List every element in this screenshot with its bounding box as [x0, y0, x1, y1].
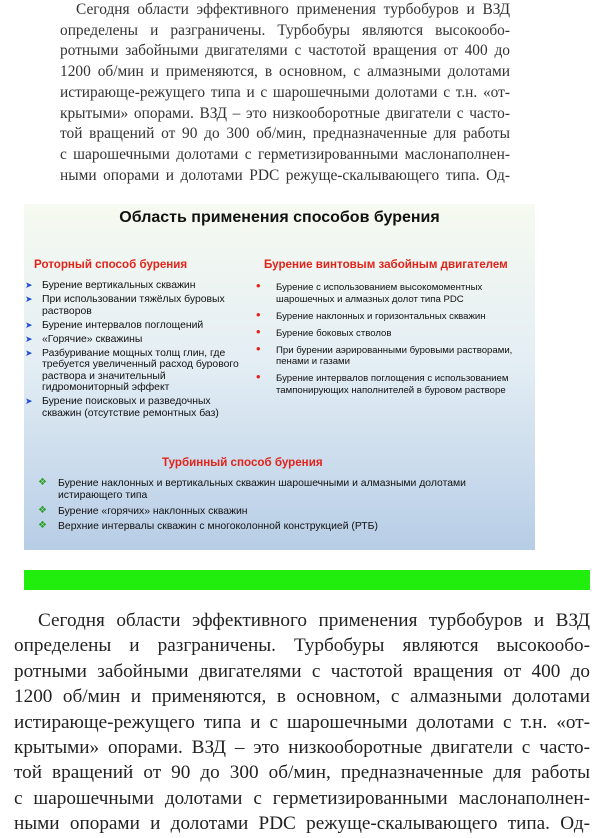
text-line: истирающе-режущего типа и с шарошечными долотами с т.н. «от-: [14, 711, 590, 733]
list-item: • Бурение наклонных и горизонтальных скважин: [256, 306, 486, 322]
text-line: определены и разграничены. Турбобуры являются высокообо-: [60, 21, 510, 39]
green-diamond-bullet-icon: ❖: [38, 520, 47, 532]
red-dot-bullet-icon: •: [256, 369, 261, 385]
screw-motor-heading: Бурение винтовым забойным двигателем: [264, 258, 508, 271]
text-line: той вращений от 90 до 300 об/мин, предназначенные для работы: [14, 762, 590, 784]
text-line: определены и разграничены. Турбобуры являются высокообо-: [14, 635, 590, 657]
list-item: ❖ Верхние интервалы скважин с многоколонной конструкцией (РТБ): [38, 520, 378, 533]
text-line: крытыми» опорами. ВЗД – это низкооборотные двигатели с часто-: [60, 104, 510, 122]
green-diamond-bullet-icon: ❖: [38, 504, 47, 516]
text-line: ными опорами и долотами PDC режуще-скалывающего типа. Од-: [60, 166, 510, 184]
arrowhead-bullet-icon: ➤: [25, 319, 33, 330]
list-item: • Бурение боковых стволов: [256, 323, 392, 339]
arrowhead-bullet-icon: ➤: [25, 294, 33, 305]
list-item: • При бурении аэрированными буровыми растворами, пенами и газами: [256, 340, 513, 368]
arrowhead-bullet-icon: ➤: [25, 333, 33, 344]
text-line: ными опорами и долотами PDC режуще-скалывающего типа. Од-: [14, 813, 590, 835]
top-paragraph: [60, 0, 510, 186]
slide-title: Область применения способов бурения: [119, 209, 440, 226]
drilling-methods-slide: [24, 204, 535, 550]
rotary-list: [25, 280, 242, 422]
green-diamond-bullet-icon: ❖: [38, 477, 47, 488]
text-line: ротными забойными двигателями с частотой вращения от 400 до: [60, 42, 510, 60]
red-dot-bullet-icon: •: [256, 340, 261, 356]
text-line: с шарошечными долотами с герметизированными маслонаполнен-: [14, 787, 590, 809]
text-line: той вращений от 90 до 300 об/мин, предназначенные для работы: [60, 125, 510, 143]
list-item: ➤ При использовании тяжёлых буровых растворов: [25, 294, 225, 317]
text-line: 1200 об/мин и применяются, в основном, с алмазными долотами: [60, 63, 510, 81]
text-line: ротными забойными двигателями с частотой вращения от 400 до: [14, 660, 590, 682]
text-line: 1200 об/мин и применяются, в основном, с алмазными долотами: [14, 686, 590, 708]
text-line: Сегодня области эффективного применения турбобуров и ВЗД: [76, 1, 510, 18]
list-item: ➤ «Горячие» скважины: [25, 333, 143, 345]
turbine-heading: Турбинный способ бурения: [162, 456, 323, 469]
list-item: ➤ Бурение интервалов поглощений: [25, 319, 204, 331]
red-dot-bullet-icon: •: [256, 323, 261, 339]
list-item: • Бурение интервалов поглощения с использованием тампонирующих наполнителей в буровом растворе: [256, 369, 509, 396]
text-line: истирающе-режущего типа и с шарошечными долотами с т.н. «от-: [60, 83, 510, 101]
bottom-paragraph: [14, 608, 590, 837]
screw-motor-list: [256, 278, 531, 402]
turbine-list: [38, 477, 498, 537]
red-dot-bullet-icon: •: [256, 306, 261, 322]
list-item: ❖ Бурение «горячих» наклонных скважин: [38, 504, 248, 517]
arrowhead-bullet-icon: ➤: [25, 396, 33, 407]
arrowhead-bullet-icon: ➤: [25, 280, 33, 290]
rotary-heading: Роторный способ бурения: [34, 258, 188, 271]
arrowhead-bullet-icon: ➤: [25, 347, 33, 358]
list-item: • Бурение с использованием высокомоментных шарошечных и алмазных долот типа PDC: [256, 278, 483, 305]
text-line: с шарошечными долотами с герметизированными маслонаполнен-: [60, 145, 510, 163]
green-separator-bar: [24, 570, 590, 590]
red-dot-bullet-icon: •: [256, 278, 261, 293]
list-item: ❖ Бурение наклонных и вертикальных скважин шарошечными и алмазными долотами истирающего типа: [38, 477, 466, 501]
text-line: крытыми» опорами. ВЗД – это низкооборотные двигатели с часто-: [14, 737, 590, 759]
list-item: ➤ Разбуривание мощных толщ глин, где требуется увеличенный расход бурового раствора и значительный гидромониторный эффект: [25, 347, 239, 394]
list-item: ➤ Бурение поисковых и разведочных скважин (отсутствие ремонтных баз): [25, 396, 219, 419]
text-line: Сегодня области эффективного применения турбобуров и ВЗД: [38, 610, 590, 631]
list-item: ➤ Бурение вертикальных скважин: [25, 280, 196, 291]
